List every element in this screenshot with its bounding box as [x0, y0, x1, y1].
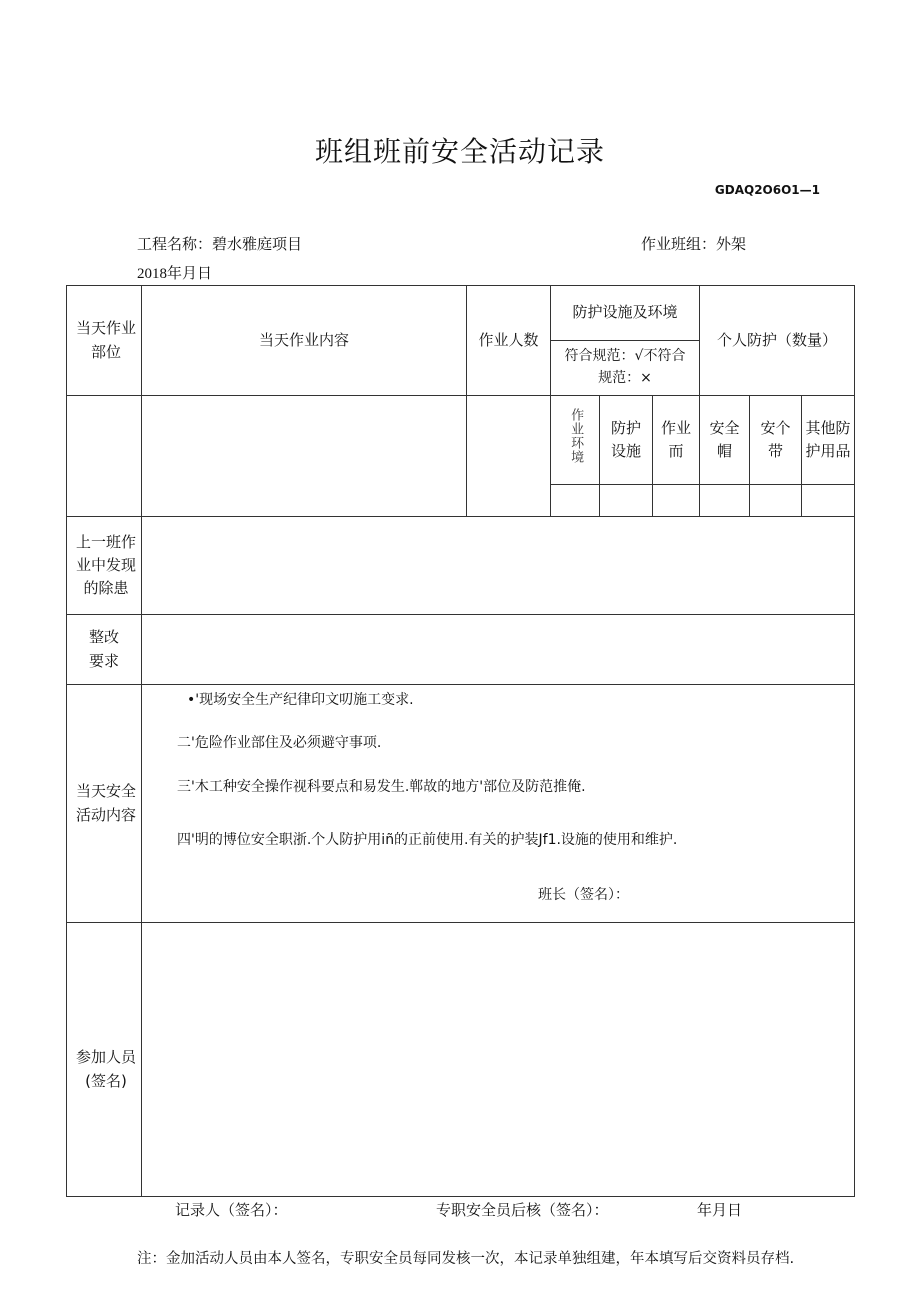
environment-check[interactable]	[551, 485, 600, 517]
header-content: 当天作业内容	[142, 286, 467, 396]
activity-record-table	[66, 285, 855, 1197]
content-cell[interactable]	[142, 396, 467, 517]
record-date: 2018年月日	[137, 266, 213, 282]
project-value: 碧水雅庭项目	[212, 235, 303, 253]
project-label: 工程名称：	[137, 235, 213, 253]
safety-officer-signature[interactable]: 专职安全员后核（签名）：	[436, 1201, 609, 1219]
sub-facilities: 防护设施	[600, 396, 653, 485]
header-workers: 作业人数	[467, 286, 551, 396]
document-code: GDAQ2O6O1—1	[714, 183, 820, 197]
facilities-check[interactable]	[600, 485, 653, 517]
sub-other: 其他防护用品	[802, 396, 855, 485]
header-protection: 防护设施及环境	[551, 286, 700, 341]
activity-item-4: 四'明的博位安全职浙.个人防护用iñ的正前使用.有关的护装Jf1.设施的使用和维护.	[177, 832, 678, 848]
location-cell[interactable]	[67, 396, 142, 517]
activity-content	[142, 685, 855, 923]
header-personal: 个人防护（数量）	[700, 286, 855, 396]
sub-environment: 作业环境	[568, 408, 584, 465]
footer-note: 注：金加活动人员由本人签名，专职安全员每同发核一次，本记录单独组建，年本填写后交资料员存档.	[137, 1251, 795, 1267]
team-value: 外架	[716, 235, 747, 253]
activity-item-2: 二'危险作业部住及必须避守事项.	[177, 735, 382, 751]
hazards-cell[interactable]	[142, 517, 855, 615]
hazards-label: 上一班作业中发现的除患	[67, 517, 142, 615]
activity-item-3: 三'木工种安全操作视科要点和易发生.郸故的地方'部位及防范推俺.	[177, 779, 586, 795]
belt-count[interactable]	[750, 485, 802, 517]
sub-belt: 安个带	[750, 396, 802, 485]
surface-check[interactable]	[653, 485, 700, 517]
project-name	[137, 233, 302, 254]
rectify-cell[interactable]	[142, 615, 855, 685]
team-label: 作业班组：	[641, 235, 717, 253]
header-location: 当天作业部位	[67, 286, 142, 396]
sign-date[interactable]: 年月日	[697, 1201, 743, 1219]
sub-helmet: 安全帽	[700, 396, 750, 485]
activity-item-1: •'现场安全生产纪律印文叨施工变求.	[187, 692, 414, 708]
leader-signature[interactable]: 班长（签名）：	[538, 887, 629, 903]
recorder-signature[interactable]: 记录人（签名）：	[175, 1201, 288, 1219]
document-title: 班组班前安全活动记录	[314, 135, 605, 168]
participants-label: 参加人员(签名)	[67, 923, 142, 1197]
other-count[interactable]	[802, 485, 855, 517]
rectify-label: 整改要求	[67, 615, 142, 685]
workers-cell[interactable]	[467, 396, 551, 517]
header-compliance: 符合规范：√不符合规范：×	[551, 341, 700, 396]
helmet-count[interactable]	[700, 485, 750, 517]
sub-surface: 作业而	[653, 396, 700, 485]
participants-cell[interactable]	[142, 923, 855, 1197]
work-team	[641, 233, 746, 254]
activity-label: 当天安全活动内容	[67, 685, 142, 923]
